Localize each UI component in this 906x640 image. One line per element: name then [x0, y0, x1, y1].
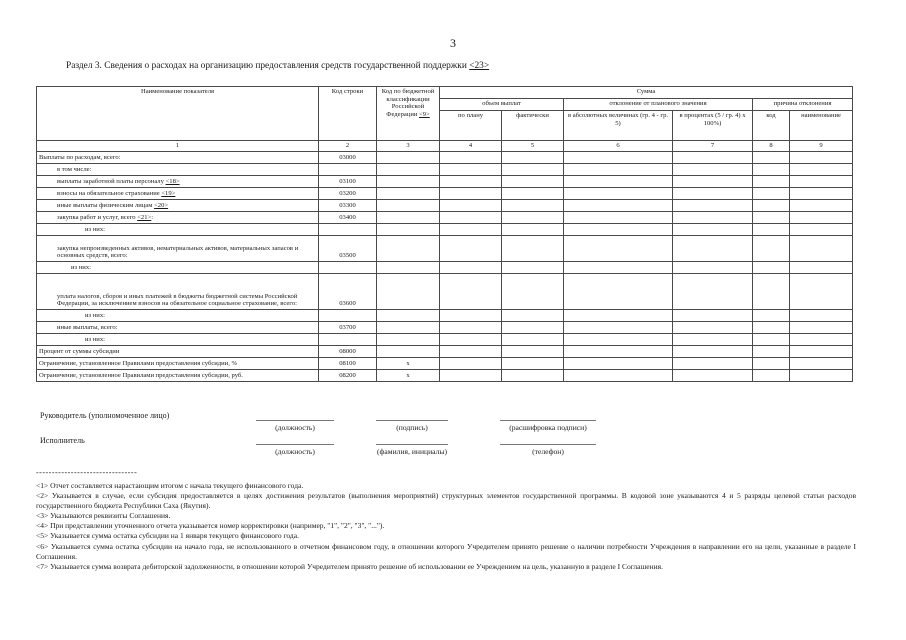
row-cell-fact[interactable] — [502, 310, 564, 322]
row-cell-pct[interactable] — [673, 370, 753, 382]
row-code: 03100 — [319, 176, 377, 188]
row-code — [319, 310, 377, 322]
row-cell-reason-code[interactable] — [753, 188, 790, 200]
row-cell-reason-name[interactable] — [790, 334, 853, 346]
row-cell-reason-code[interactable] — [753, 346, 790, 358]
row-cell-abs[interactable] — [564, 152, 673, 164]
row-code: 08100 — [319, 358, 377, 370]
row-budget-code[interactable] — [377, 152, 440, 164]
row-budget-code[interactable] — [377, 262, 440, 274]
row-cell-reason-name[interactable] — [790, 274, 853, 310]
row-cell-pct[interactable] — [673, 358, 753, 370]
row-cell-reason-code[interactable] — [753, 262, 790, 274]
footnote: <6> Указывается сумма остатка субсидии на начало года, не использованного в отчетном финансовом году, в отношении которого Учредителем принято решение о наличии потребности Учреждения в направлении его на цели, указанные в разделе I Соглашения. — [36, 541, 856, 561]
table-row — [37, 322, 853, 334]
row-cell-abs[interactable] — [564, 236, 673, 262]
row-cell-reason-name[interactable] — [790, 346, 853, 358]
row-name-text: из них: — [71, 264, 91, 272]
row-cell-plan[interactable] — [440, 224, 502, 236]
head-signature-caption: (подпись) — [396, 423, 428, 432]
footnote: <3> Указываются реквизиты Соглашения. — [36, 511, 171, 521]
row-cell-reason-name[interactable] — [790, 152, 853, 164]
row-indicator-name — [37, 358, 319, 370]
row-cell-fact[interactable] — [502, 212, 564, 224]
row-code: 03600 — [319, 274, 377, 310]
page-number: 3 — [450, 36, 456, 50]
row-cell-fact[interactable] — [502, 358, 564, 370]
row-cell-abs[interactable] — [564, 224, 673, 236]
table-row — [37, 370, 853, 382]
row-name-text: закупка непроизведенных активов, нематериальных активов, материальных запасов и основных средств, всего: — [57, 244, 299, 260]
footnotes — [36, 481, 856, 572]
row-cell-reason-code[interactable] — [753, 176, 790, 188]
row-budget-code[interactable] — [377, 176, 440, 188]
row-indicator-name — [37, 188, 319, 200]
footnote: <2> Указывается в случае, если субсидия предоставляется в целях достижения результатов (выполнения мероприятий) структурных элементов государственной программы. В кодовой зоне указываются 4 и 5 разряды целевой статьи расходов государственного бюджета Республики Саха (Якутия). — [36, 491, 856, 511]
table-row — [37, 152, 853, 164]
row-cell-reason-code[interactable] — [753, 358, 790, 370]
row-cell-abs[interactable] — [564, 358, 673, 370]
col-number: 4 — [440, 141, 502, 152]
row-name-text: из них: — [85, 312, 105, 320]
col-number: 5 — [502, 141, 564, 152]
row-cell-fact[interactable] — [502, 370, 564, 382]
table-row — [37, 200, 853, 212]
row-cell-reason-code[interactable] — [753, 212, 790, 224]
header-row-code: Код строки — [319, 87, 377, 141]
row-cell-reason-name[interactable] — [790, 176, 853, 188]
executor-name-caption: (фамилия, инициалы) — [376, 447, 447, 456]
row-name-text: уплата налогов, сборов и иных платежей в бюджеты бюджетной системы Российской Федерации, за исключением взносов на обязательное социальное страхование, всего: — [57, 292, 298, 308]
row-name-text: Ограничение, установленное Правилами предоставления субсидии, % — [39, 360, 237, 368]
row-cell-plan[interactable] — [440, 152, 502, 164]
table-row — [37, 274, 853, 310]
header-sum: Сумма — [440, 87, 853, 99]
row-indicator-name — [37, 310, 319, 322]
row-cell-abs[interactable] — [564, 370, 673, 382]
row-cell-reason-code[interactable] — [753, 236, 790, 262]
row-cell-abs[interactable] — [564, 274, 673, 310]
table-row — [37, 236, 853, 262]
table-row — [37, 212, 853, 224]
row-name-text: Процент от суммы субсидии — [39, 348, 120, 356]
row-cell-fact[interactable] — [502, 346, 564, 358]
row-cell-reason-name[interactable] — [790, 224, 853, 236]
row-cell-plan[interactable] — [440, 164, 502, 176]
row-cell-reason-code[interactable] — [753, 164, 790, 176]
row-code: 03500 — [319, 236, 377, 262]
head-position-caption: (должность) — [275, 423, 315, 432]
row-cell-reason-name[interactable] — [790, 262, 853, 274]
row-budget-code[interactable]: х — [377, 370, 440, 382]
expenses-table — [36, 86, 853, 382]
col-number: 6 — [564, 141, 673, 152]
row-cell-plan[interactable] — [440, 274, 502, 310]
row-budget-code[interactable] — [377, 346, 440, 358]
row-code: 08200 — [319, 370, 377, 382]
row-code: 03400 — [319, 212, 377, 224]
section-title-text: Раздел 3. Сведения о расходах на организацию предоставления средств государственной поддержки — [66, 61, 467, 71]
footnote: <4> При представлении уточненного отчета указывается номер корректировки (например, "1", "2", "3", "..."). — [36, 521, 385, 531]
row-cell-fact[interactable] — [502, 236, 564, 262]
row-code: 03000 — [319, 152, 377, 164]
table-row — [37, 262, 853, 274]
row-cell-fact[interactable] — [502, 152, 564, 164]
row-cell-reason-code[interactable] — [753, 322, 790, 334]
row-indicator-name — [37, 164, 319, 176]
row-cell-abs[interactable] — [564, 164, 673, 176]
row-name-text: из них: — [85, 226, 105, 234]
footnote: <1> Отчет составляется нарастающим итогом с начала текущего финансового года. — [36, 481, 304, 490]
executor-name-line[interactable] — [376, 444, 448, 445]
row-cell-abs[interactable] — [564, 346, 673, 358]
header-reason-name: наименование — [790, 111, 853, 141]
row-name-text: взносы на обязательное страхование — [57, 190, 160, 198]
table-row — [37, 358, 853, 370]
row-indicator-name — [37, 200, 319, 212]
header-payment-volume: объем выплат — [440, 99, 564, 111]
row-cell-reason-name[interactable] — [790, 310, 853, 322]
row-cell-pct[interactable] — [673, 200, 753, 212]
row-cell-abs[interactable] — [564, 310, 673, 322]
row-code: 03300 — [319, 200, 377, 212]
row-cell-fact[interactable] — [502, 164, 564, 176]
row-code: 03200 — [319, 188, 377, 200]
header-deviation-reason: причина отклонения — [753, 99, 853, 111]
row-name-text: закупка работ и услуг, всего — [57, 214, 136, 222]
row-indicator-name — [37, 322, 319, 334]
row-cell-plan[interactable] — [440, 358, 502, 370]
header-budget-code — [377, 87, 440, 141]
row-cell-plan[interactable] — [440, 346, 502, 358]
executor-phone-line[interactable] — [500, 444, 596, 445]
row-footnote-link[interactable]: <19> — [161, 190, 176, 198]
header-reason-code: код — [753, 111, 790, 141]
row-cell-reason-name[interactable] — [790, 164, 853, 176]
head-decoding-line[interactable] — [500, 420, 596, 421]
row-budget-code[interactable] — [377, 200, 440, 212]
row-indicator-name — [37, 262, 319, 274]
row-name-text: в том числе: — [57, 166, 92, 174]
row-budget-code[interactable] — [377, 310, 440, 322]
row-budget-code[interactable] — [377, 224, 440, 236]
section-title-footnote-link[interactable]: <23> — [469, 61, 490, 71]
col-number: 7 — [673, 141, 753, 152]
row-cell-fact[interactable] — [502, 274, 564, 310]
row-indicator-name — [37, 274, 319, 310]
row-budget-code[interactable]: х — [377, 358, 440, 370]
row-cell-plan[interactable] — [440, 176, 502, 188]
row-cell-fact[interactable] — [502, 262, 564, 274]
row-code — [319, 262, 377, 274]
row-cell-plan[interactable] — [440, 200, 502, 212]
row-cell-plan[interactable] — [440, 262, 502, 274]
row-name-text: Ограничение, установленное Правилами предоставления субсидии, руб. — [39, 372, 243, 380]
head-decoding-caption: (расшифровка подписи) — [509, 423, 587, 432]
row-cell-abs[interactable] — [564, 200, 673, 212]
row-cell-reason-code[interactable] — [753, 152, 790, 164]
col-number: 8 — [753, 141, 790, 152]
row-cell-pct[interactable] — [673, 310, 753, 322]
row-cell-reason-code[interactable] — [753, 200, 790, 212]
row-budget-code[interactable] — [377, 212, 440, 224]
row-cell-pct[interactable] — [673, 152, 753, 164]
table-row — [37, 188, 853, 200]
row-footnote-link[interactable]: <18> — [165, 178, 180, 186]
header-budget-footnote-link[interactable]: <9> — [419, 110, 430, 118]
section-title — [66, 61, 489, 71]
row-cell-fact[interactable] — [502, 224, 564, 236]
row-cell-pct[interactable] — [673, 188, 753, 200]
row-cell-pct[interactable] — [673, 262, 753, 274]
row-budget-code[interactable] — [377, 274, 440, 310]
row-code: 08000 — [319, 346, 377, 358]
header-percent: в процентах (5 / гр. 4) х 100%) — [673, 111, 753, 141]
row-footnote-link[interactable]: <21> — [137, 214, 152, 222]
footnote: <7> Указывается сумма возврата дебиторской задолженности, в отношении которой Учредителем принято решение об использовании ее Учреждением на цель, указанную в разделе I Соглашения. — [36, 561, 663, 571]
row-cell-pct[interactable] — [673, 346, 753, 358]
row-indicator-name — [37, 152, 319, 164]
header-indicator-name: Наименование показателя — [37, 87, 319, 141]
row-cell-plan[interactable] — [440, 236, 502, 262]
row-cell-pct[interactable] — [673, 236, 753, 262]
row-cell-plan[interactable] — [440, 212, 502, 224]
row-budget-code[interactable] — [377, 334, 440, 346]
row-cell-abs[interactable] — [564, 334, 673, 346]
row-cell-abs[interactable] — [564, 188, 673, 200]
row-cell-pct[interactable] — [673, 164, 753, 176]
row-indicator-name — [37, 370, 319, 382]
row-cell-abs[interactable] — [564, 262, 673, 274]
row-cell-plan[interactable] — [440, 188, 502, 200]
executor-label: Исполнитель — [40, 436, 85, 445]
table-row — [37, 164, 853, 176]
col-number: 1 — [37, 141, 319, 152]
row-indicator-name — [37, 212, 319, 224]
row-name-text: из них: — [85, 336, 105, 344]
row-cell-fact[interactable] — [502, 176, 564, 188]
header-actual: фактически — [502, 111, 564, 141]
row-cell-pct[interactable] — [673, 274, 753, 310]
row-cell-plan[interactable] — [440, 310, 502, 322]
row-code — [319, 334, 377, 346]
head-signature-line[interactable] — [376, 420, 448, 421]
row-cell-plan[interactable] — [440, 322, 502, 334]
row-indicator-name — [37, 224, 319, 236]
row-cell-fact[interactable] — [502, 334, 564, 346]
executor-position-line[interactable] — [256, 444, 334, 445]
row-budget-code[interactable] — [377, 164, 440, 176]
row-cell-reason-name[interactable] — [790, 236, 853, 262]
row-name-text: иные выплаты физическим лицам — [57, 202, 153, 210]
row-cell-pct[interactable] — [673, 334, 753, 346]
row-name-text: Выплаты по расходам, всего: — [39, 154, 121, 162]
table-row — [37, 176, 853, 188]
row-cell-reason-code[interactable] — [753, 334, 790, 346]
row-code — [319, 224, 377, 236]
header-deviation: отклонение от планового значения — [564, 99, 753, 111]
row-cell-abs[interactable] — [564, 176, 673, 188]
header-by-plan: по плану — [440, 111, 502, 141]
col-number: 9 — [790, 141, 853, 152]
row-cell-pct[interactable] — [673, 176, 753, 188]
row-cell-plan[interactable] — [440, 370, 502, 382]
table-row — [37, 310, 853, 322]
row-code: 03700 — [319, 322, 377, 334]
row-budget-code[interactable] — [377, 188, 440, 200]
row-budget-code[interactable] — [377, 236, 440, 262]
row-indicator-name — [37, 176, 319, 188]
row-indicator-name — [37, 334, 319, 346]
row-budget-code[interactable] — [377, 322, 440, 334]
header-budget-code-text: Код по бюджетной классификации Российской Федерации — [381, 88, 435, 118]
row-cell-fact[interactable] — [502, 322, 564, 334]
col-number: 2 — [319, 141, 377, 152]
row-cell-abs[interactable] — [564, 212, 673, 224]
header-absolute: в абсолютных величинах (гр. 4 - гр. 5) — [564, 111, 673, 141]
row-cell-reason-name[interactable] — [790, 322, 853, 334]
row-cell-abs[interactable] — [564, 322, 673, 334]
executor-position-caption: (должность) — [275, 447, 315, 456]
row-cell-reason-name[interactable] — [790, 358, 853, 370]
row-cell-reason-code[interactable] — [753, 274, 790, 310]
footnote: <5> Указывается сумма остатка субсидии на 1 января текущего финансового года. — [36, 531, 299, 541]
row-cell-pct[interactable] — [673, 212, 753, 224]
row-name-suffix: : — [151, 214, 154, 222]
head-position-line[interactable] — [256, 420, 334, 421]
row-cell-plan[interactable] — [440, 334, 502, 346]
row-name-text: выплаты заработной платы персоналу — [57, 178, 164, 186]
col-number: 3 — [377, 141, 440, 152]
executor-phone-caption: (телефон) — [532, 447, 564, 456]
row-cell-reason-name[interactable] — [790, 212, 853, 224]
row-cell-reason-name[interactable] — [790, 370, 853, 382]
row-cell-reason-code[interactable] — [753, 224, 790, 236]
head-label: Руководитель (уполномоченное лицо) — [40, 411, 170, 420]
row-indicator-name — [37, 236, 319, 262]
footnote-separator: -------------------------------- — [36, 468, 138, 477]
row-cell-reason-code[interactable] — [753, 370, 790, 382]
row-cell-pct[interactable] — [673, 322, 753, 334]
row-cell-reason-code[interactable] — [753, 310, 790, 322]
row-cell-reason-name[interactable] — [790, 200, 853, 212]
table-row — [37, 224, 853, 236]
row-cell-fact[interactable] — [502, 200, 564, 212]
row-cell-pct[interactable] — [673, 224, 753, 236]
row-footnote-link[interactable]: <20> — [154, 202, 169, 210]
row-indicator-name — [37, 346, 319, 358]
row-cell-fact[interactable] — [502, 188, 564, 200]
table-row — [37, 334, 853, 346]
row-code — [319, 164, 377, 176]
table-row — [37, 346, 853, 358]
row-cell-reason-name[interactable] — [790, 188, 853, 200]
row-name-text: иные выплаты, всего: — [57, 324, 118, 332]
